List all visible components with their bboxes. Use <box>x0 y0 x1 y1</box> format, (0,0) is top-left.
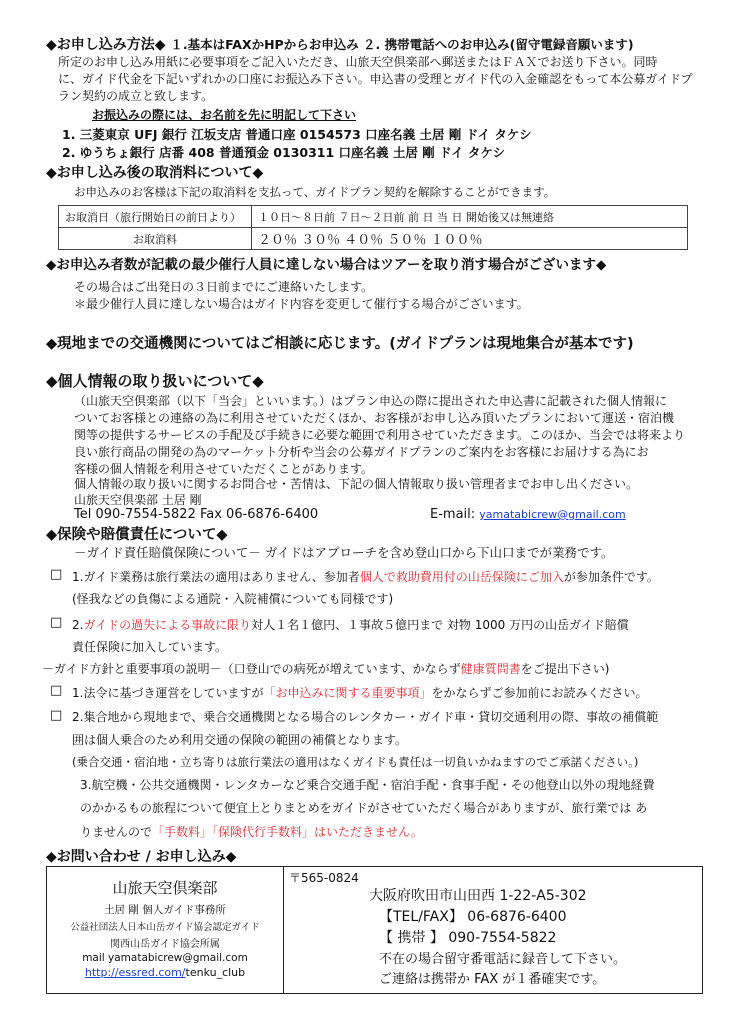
fee-header-periods: １０日～８日前 ７日～２日前 前 日 当 日 開始後又は無連絡 <box>252 206 688 228</box>
policy-item-2-checkbox: □ <box>50 708 63 723</box>
policy-item-2-line-2: 囲は個人乗合のため利用交通の保険の範囲の補償となります。 <box>72 733 408 747</box>
insurance-item-1-checkbox: □ <box>50 567 63 582</box>
privacy-line-5: 客様の個人情報を利用させていただくことがあります。 <box>74 462 374 476</box>
privacy-line-4: 良い旅行商品の開発の為のマーケット分析や当会の公募ガイドプランのご案内をお客様にお届けする為にお <box>74 445 649 459</box>
club-url-link[interactable]: http://essred.com/ <box>84 966 186 979</box>
insurance-item-2-cont: 責任保険に加入しています。 <box>72 640 228 654</box>
apply-body-2: に、ガイド代金を下記いずれかの口座にお振込み下さい。申込書の受理とガイド代の入金確認をもって本公募ガイドプ <box>58 72 693 86</box>
contact-club-panel <box>47 867 284 993</box>
apply-body-3: ラン契約の成立と致します。 <box>58 89 214 103</box>
contact-heading: ◆お問い合わせ / お申し込み◆ <box>46 849 237 865</box>
apply-note: お振込みの際には、お名前を先に明記して下さい <box>92 108 357 122</box>
privacy-tel-fax: Tel 090-7554-5822 Fax 06-6876-6400 <box>74 507 319 522</box>
contact-mobile: 【 携帯 】 090-7554-5822 <box>379 930 557 946</box>
fee-row-percentages: ２０％ ３０％ ４０％ ５０％ １００％ <box>252 228 688 250</box>
club-url: http://essred.com/tenku_club <box>84 966 246 979</box>
table-row <box>59 228 688 250</box>
privacy-email-label: E-mail: <box>430 507 476 522</box>
insurance-item-2: 2.ガイドの過失による事故に限り対人１名１億円、１事故５億円まで 対物 1000 万円の山岳ガイド賠償 <box>72 618 629 632</box>
bank-account-2: 2. ゆうちょ銀行 店番 408 普通預金 0130311 口座名義 土居 剛 ドイ タケシ <box>62 145 506 160</box>
transport-heading: ◆現地までの交通機関についてはご相談に応じます。(ガイドプランは現地集合が基本です) <box>46 336 634 352</box>
bank-account-1: 1. 三菱東京 UFJ 銀行 江坂支店 普通口座 0154573 口座名義 土居 剛 ドイ タケシ <box>62 127 532 142</box>
contact-telfax: 【TEL/FAX】 06-6876-6400 <box>379 909 567 925</box>
contact-address: 大阪府吹田市山田西 1-22-A5-302 <box>369 888 587 904</box>
insurance-sub: －ガイド責任賠償保険について－ ガイドはアプローチを含め登山口から下山口までが業務です。 <box>74 545 614 560</box>
privacy-line-3: 関等の提供するサービスの手配及び手続きに必要な範囲で利用させていただきます。このほか、当会では将来より <box>74 428 686 442</box>
policy-heading: －ガイド方針と重要事項の説明－（口登山での病死が増えています、かならず健康質問書をご提出下さい) <box>42 662 610 676</box>
privacy-heading: ◆個人情報の取り扱いについて◆ <box>46 372 264 390</box>
fee-header-label: お取消日（旅行開始日の前日より） <box>59 206 252 228</box>
cancel-intro: お申込みのお客様は下記の取消料を支払って、ガイドプラン契約を解除することができます。 <box>74 185 556 199</box>
contact-postal: 〒565-0824 <box>289 871 359 885</box>
insurance-heading: ◆保険や賠償責任について◆ <box>46 527 228 543</box>
club-name: 山旅天空倶楽部 <box>112 879 218 897</box>
club-assoc-2: 関西山岳ガイド協会所属 <box>110 939 220 950</box>
privacy-manager: 山旅天空倶楽部 土居 剛 <box>74 493 202 507</box>
privacy-line-2: ついてお客様との連絡の為に利用させていただくほか、お客様がお申し込み頂いたプランにおいて運送・宿泊機 <box>74 411 675 425</box>
policy-item-2-line-3: (乗合交通・宿泊地・立ち寄りは旅行業法の適用はなくガイドも責任は一切負いかねますのでご承諾ください。) <box>72 755 639 769</box>
policy-item-3-line-3: りませんので「手数料」「保険代行手数料」はいただきません。 <box>80 825 423 839</box>
apply-body-1: 所定のお申し込み用紙に必要事項をご記入いただき、山旅天空倶楽部へ郵送またはＦＡＸでお送り下さい。同時 <box>58 55 658 69</box>
minimum-line-2: ＊最少催行人員に達しない場合はガイド内容を変更して催行する場合がございます。 <box>74 297 529 311</box>
privacy-email-link[interactable]: yamatabicrew@gmail.com <box>479 508 626 521</box>
club-mail: mail yamatabicrew@gmail.com <box>82 952 248 964</box>
insurance-item-1-note: (怪我などの負傷による通院・入院補償についても同様です) <box>72 592 394 606</box>
privacy-line-1: （山旅天空倶楽部（以下「当会」といいます。）はプラン申込の際に提出された申込書に記載された個人情報に <box>74 394 668 408</box>
contact-note-2: ご連絡は携帯か FAX が１番確実です。 <box>379 972 606 987</box>
policy-item-1-checkbox: □ <box>50 683 63 698</box>
insurance-item-2-checkbox: □ <box>50 615 63 630</box>
apply-heading: ◆お申し込み方法◆ １.基本はFAXかHPからお申込み ２. 携帯電話へのお申込み(留守電録音願います) <box>46 37 634 53</box>
contact-box <box>46 866 703 994</box>
minimum-line-1: その場合はご出発日の３日前までにご連絡いたします。 <box>74 280 374 294</box>
privacy-line-6: 個人情報の取り扱いに関するお問合せ・苦情は、下記の個人情報取り扱い管理者までお申し出ください。 <box>74 477 639 491</box>
club-assoc-1: 公益社団法人日本山岳ガイド協会認定ガイド <box>70 922 260 933</box>
club-person: 土居 剛 個人ガイド事務所 <box>104 904 226 916</box>
policy-item-1: 1.法令に基づき運営をしていますが「お申込みに関する重要事項」をかならずご参加前にお読みください。 <box>72 686 648 700</box>
minimum-heading: ◆お申込み者数が記載の最少催行人員に達しない場合はツアーを取り消す場合がございます◆ <box>46 257 607 273</box>
cancel-heading: ◆お申し込み後の取消料について◆ <box>46 165 264 181</box>
fee-row-label: お取消料 <box>59 228 252 250</box>
table-row <box>59 206 688 228</box>
insurance-item-1: 1.ガイド業務は旅行業法の適用はありません、参加者個人で救助費用付の山岳保険にご加入が参加条件です。 <box>72 570 659 584</box>
policy-item-3-line-2: のかかるもの旅程について便宜上とりまとめをガイドがさせていただく場合がありますが、旅行業では あ <box>80 801 648 815</box>
privacy-email-row <box>430 507 626 522</box>
cancel-fee-table <box>58 205 688 250</box>
contact-note-1: 不在の場合留守番電話に録音して下さい。 <box>379 952 627 967</box>
policy-item-3-line-1: 3.航空機・公共交通機関・レンタカーなど乗合交通手配・宿泊手配・食事手配・その他登山以外の現地経費 <box>80 778 655 792</box>
policy-item-2-line-1: 2.集合地から現地まで、乗合交通機関となる場合のレンタカー・ガイド車・貸切交通利用の際、事故の補償範 <box>72 710 659 724</box>
